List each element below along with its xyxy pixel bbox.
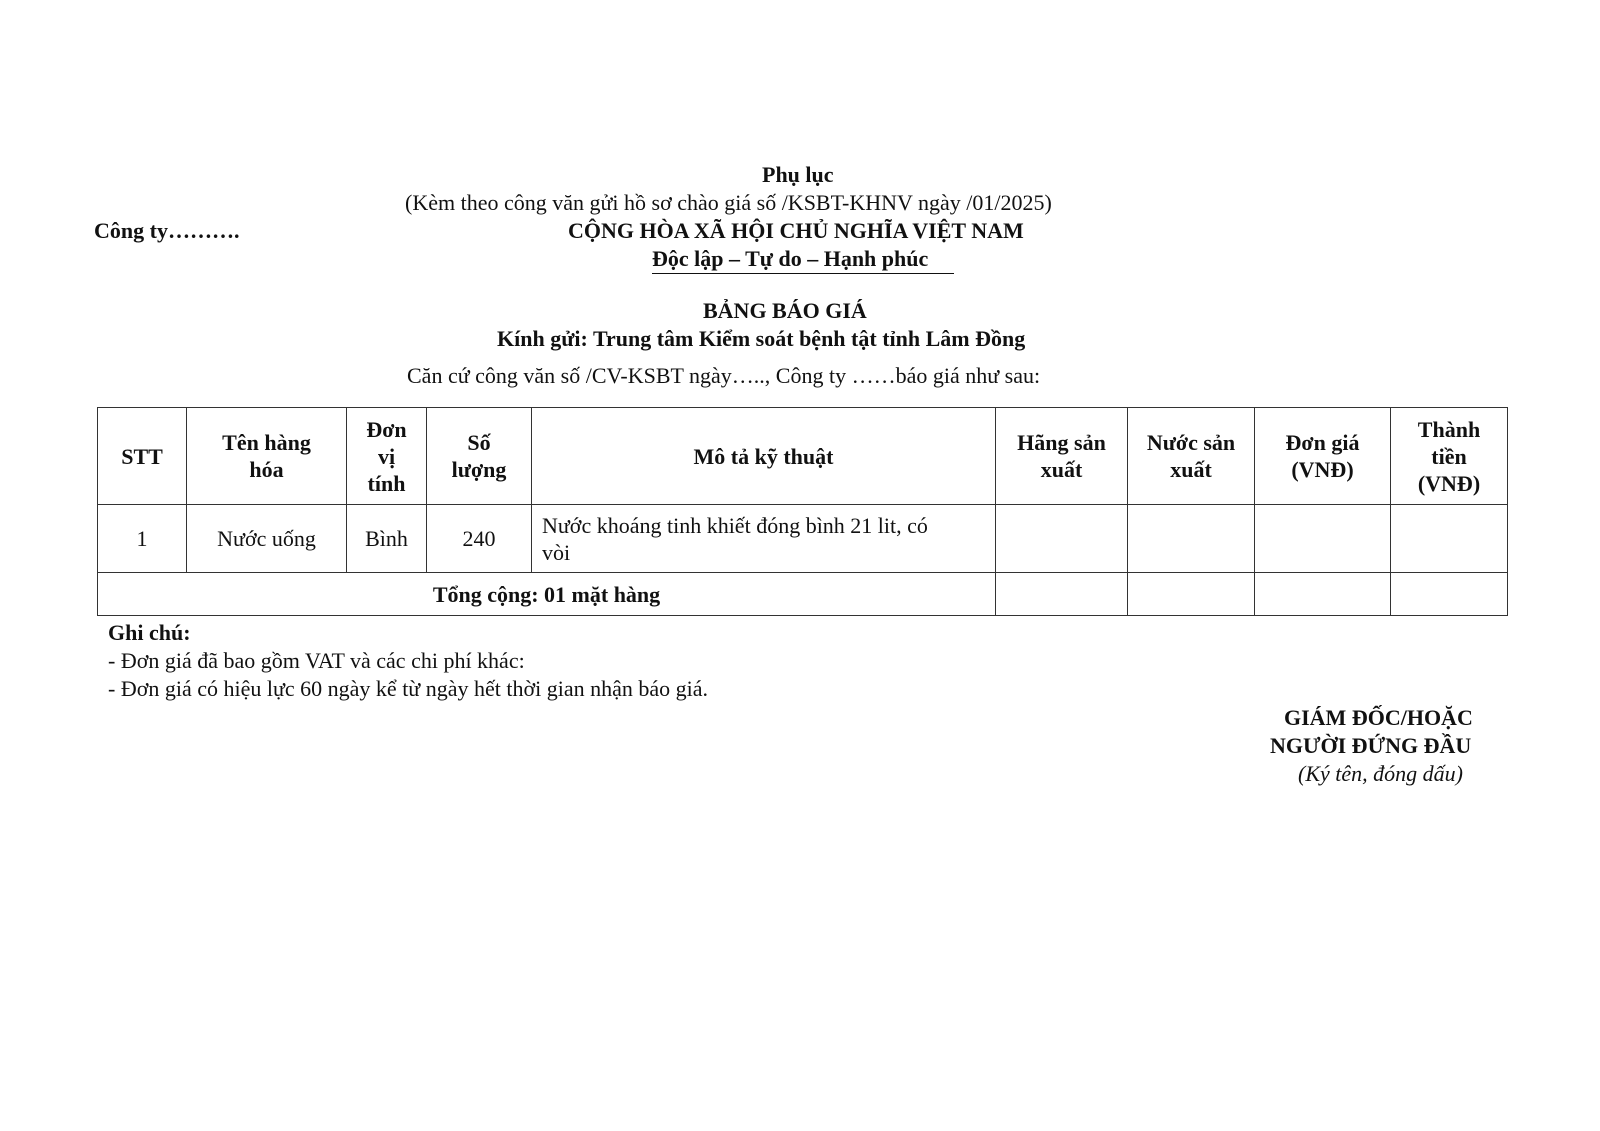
appendix-title: Phụ lục	[762, 162, 834, 187]
table-total-row	[98, 573, 1508, 616]
total-amount-cell	[1391, 573, 1508, 616]
table-header-row	[98, 408, 1508, 505]
notes-title: Ghi chú:	[108, 620, 191, 645]
header-name: Tên hàng hóa	[187, 408, 347, 505]
quote-basis: Căn cứ công văn số /CV-KSBT ngày….., Công ty ……báo giá như sau:	[407, 363, 1041, 388]
header-unit-price: Đơn giá (VNĐ)	[1255, 408, 1391, 505]
total-label: Tổng cộng: 01 mặt hàng	[98, 573, 996, 616]
quote-title: BẢNG BÁO GIÁ	[703, 298, 867, 323]
cell-manufacturer	[996, 505, 1128, 573]
company-placeholder: Công ty……….	[94, 218, 240, 243]
cell-country	[1128, 505, 1255, 573]
header-quantity: Số lượng	[427, 408, 532, 505]
cell-amount	[1391, 505, 1508, 573]
header-stt: STT	[98, 408, 187, 505]
total-unit-price-cell	[1255, 573, 1391, 616]
total-country-cell	[1128, 573, 1255, 616]
cell-unit: Bình	[347, 505, 427, 573]
national-motto: Độc lập – Tự do – Hạnh phúc	[652, 246, 929, 271]
signature-title-line2: NGƯỜI ĐỨNG ĐẦU	[1270, 733, 1472, 758]
header-amount: Thành tiền (VNĐ)	[1391, 408, 1508, 505]
quote-recipient: Kính gửi: Trung tâm Kiểm soát bệnh tật tỉnh Lâm Đồng	[497, 326, 1026, 351]
cell-quantity: 240	[427, 505, 532, 573]
cell-name: Nước uống	[187, 505, 347, 573]
total-manufacturer-cell	[996, 573, 1128, 616]
table-row	[98, 505, 1508, 573]
cell-unit-price	[1255, 505, 1391, 573]
header-unit: Đơn vị tính	[347, 408, 427, 505]
note-item: - Đơn giá đã bao gồm VAT và các chi phí khác:	[108, 648, 525, 673]
header-description: Mô tả kỹ thuật	[532, 408, 996, 505]
signature-title-line1: GIÁM ĐỐC/HOẶC	[1284, 705, 1473, 730]
cell-stt: 1	[98, 505, 187, 573]
header-manufacturer: Hãng sản xuất	[996, 408, 1128, 505]
signature-instruction: (Ký tên, đóng dấu)	[1298, 761, 1463, 786]
cell-description: Nước khoáng tinh khiết đóng bình 21 lit, có vòi	[532, 505, 996, 573]
note-item: - Đơn giá có hiệu lực 60 ngày kể từ ngày hết thời gian nhận báo giá.	[108, 676, 709, 701]
motto-underline	[652, 273, 954, 274]
attachment-note: (Kèm theo công văn gửi hồ sơ chào giá số /KSBT-KHNV ngày /01/2025)	[405, 190, 1052, 215]
national-title: CỘNG HÒA XÃ HỘI CHỦ NGHĨA VIỆT NAM	[568, 218, 1024, 243]
quote-table	[97, 407, 1508, 616]
header-country: Nước sản xuất	[1128, 408, 1255, 505]
